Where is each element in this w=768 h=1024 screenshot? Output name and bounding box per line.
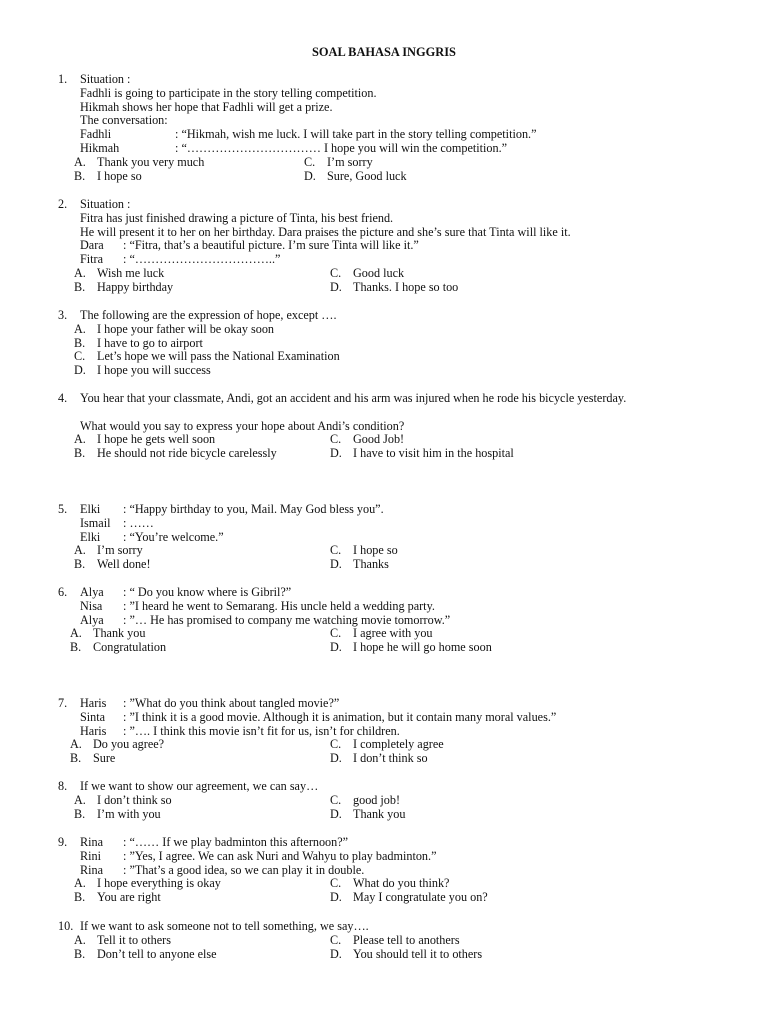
- line-text: “…… If we play badminton this afternoon?”: [129, 835, 349, 849]
- option-d[interactable]: [330, 752, 428, 766]
- option-text: What do you think?: [353, 876, 450, 891]
- option-text: I hope he gets well soon: [97, 432, 216, 447]
- option-d[interactable]: [330, 641, 492, 655]
- option-text: Thanks: [353, 557, 389, 572]
- option-text: I don’t think so: [97, 792, 172, 807]
- option-text: I’m sorry: [97, 543, 143, 558]
- option-text: You should tell it to others: [353, 946, 483, 961]
- speaker-name: Rina: [80, 835, 104, 849]
- line-text: ”I think it is a good movie. Although it is animation, but it contain many moral values.”: [129, 709, 557, 724]
- speaker-name: Dara: [80, 238, 104, 253]
- speaker-separator: :: [123, 585, 127, 599]
- option-c[interactable]: [330, 267, 404, 281]
- option-b[interactable]: [74, 447, 277, 461]
- speaker-separator: :: [123, 238, 127, 253]
- line-text: “Happy birthday to you, Mail. May God bless you”.: [129, 502, 384, 516]
- option-letter: D.: [330, 751, 342, 766]
- option-letter: C.: [330, 626, 342, 641]
- option-b[interactable]: [74, 337, 203, 351]
- dialogue-line: [80, 503, 718, 517]
- line-text: Fadhli is going to participate in the story telling competition.: [80, 85, 377, 100]
- option-text: Let’s hope we will pass the National Examination: [97, 349, 340, 364]
- question-10: [58, 920, 718, 961]
- option-letter: B.: [74, 446, 86, 461]
- dialogue-line: [80, 239, 718, 253]
- dialogue-line: [80, 600, 718, 614]
- option-a[interactable]: [70, 738, 164, 752]
- option-letter: D.: [330, 279, 342, 294]
- option-d[interactable]: [330, 558, 389, 572]
- line-text: ”I heard he went to Semarang. His uncle held a wedding party.: [129, 598, 435, 613]
- option-c[interactable]: [330, 627, 433, 641]
- option-letter: A.: [70, 737, 82, 752]
- option-letter: D.: [74, 363, 86, 378]
- dialogue-line: [80, 725, 718, 739]
- question-body: [80, 836, 718, 877]
- option-letter: A.: [74, 321, 86, 336]
- question-2: [58, 198, 718, 295]
- question-text: [80, 780, 718, 794]
- option-b[interactable]: [74, 948, 217, 962]
- speaker-separator: :: [123, 502, 127, 516]
- option-c[interactable]: [330, 738, 444, 752]
- option-c[interactable]: [74, 350, 340, 364]
- option-text: good job!: [353, 792, 401, 807]
- option-d[interactable]: [74, 364, 211, 378]
- speaker-separator: :: [123, 529, 127, 544]
- option-letter: C.: [330, 876, 342, 891]
- line-text: “Hikmah, wish me luck. I will take part in the story telling competition.”: [181, 127, 537, 142]
- option-text: Well done!: [97, 557, 151, 572]
- option-text: I completely agree: [353, 737, 444, 752]
- speaker-separator: :: [123, 709, 127, 724]
- option-letter: D.: [330, 640, 342, 655]
- question-body: [80, 198, 718, 267]
- option-text: I have to go to airport: [97, 335, 203, 350]
- option-text: Please tell to anothers: [353, 932, 460, 947]
- option-a[interactable]: [74, 323, 274, 337]
- option-c[interactable]: [330, 433, 404, 447]
- question-body: [80, 697, 718, 738]
- line-text: ……: [129, 515, 154, 530]
- option-text: He should not ride bicycle carelessly: [97, 446, 277, 461]
- question-text: [80, 114, 718, 128]
- option-letter: B.: [74, 168, 86, 183]
- line-text: What would you say to express your hope about Andi’s condition?: [80, 418, 405, 433]
- answer-options: [74, 544, 718, 572]
- question-number: 8.: [58, 779, 68, 793]
- speaker-name: Elki: [80, 529, 101, 544]
- option-letter: C.: [330, 792, 342, 807]
- question-number: 1.: [58, 72, 68, 86]
- option-text: Thank you very much: [97, 154, 205, 169]
- question-text: [80, 392, 650, 420]
- speaker-name: Hikmah: [80, 140, 120, 155]
- dialogue-line: [80, 614, 718, 628]
- question-3: [58, 309, 718, 378]
- option-b[interactable]: [74, 170, 142, 184]
- option-letter: D.: [330, 890, 342, 905]
- option-letter: D.: [330, 446, 342, 461]
- option-text: Happy birthday: [97, 279, 174, 294]
- line-text: “Fitra, that’s a beautiful picture. I’m sure Tinta will like it.”: [129, 238, 419, 253]
- option-letter: A.: [74, 154, 86, 169]
- option-d[interactable]: [330, 891, 488, 905]
- line-text: ”That’s a good idea, so we can play it in double.: [129, 862, 365, 877]
- question-number: 3.: [58, 308, 68, 322]
- question-text: [80, 920, 718, 934]
- answer-options: [70, 626, 718, 655]
- option-text: Thanks. I hope so too: [353, 279, 459, 294]
- question-number: 4.: [58, 391, 68, 405]
- speaker-name: Rina: [80, 862, 104, 877]
- option-letter: B.: [70, 640, 82, 655]
- question-text: [80, 212, 718, 226]
- dialogue-line: [80, 864, 718, 878]
- question-body: [80, 586, 718, 627]
- option-letter: C.: [330, 737, 342, 752]
- option-a[interactable]: [74, 156, 204, 170]
- option-text: I hope so: [97, 168, 142, 183]
- question-number: 7.: [58, 696, 68, 710]
- option-text: Thank you: [93, 626, 146, 641]
- option-letter: D.: [330, 557, 342, 572]
- option-text: I’m sorry: [327, 154, 373, 169]
- option-b[interactable]: [70, 752, 115, 766]
- question-body: [80, 920, 718, 934]
- speaker-name: Alya: [80, 585, 104, 599]
- option-text: Sure, Good luck: [327, 168, 407, 183]
- question-number: 10.: [58, 919, 74, 933]
- option-b[interactable]: [74, 808, 161, 822]
- option-letter: B.: [74, 557, 86, 572]
- option-letter: B.: [74, 806, 86, 821]
- option-text: Thank you: [353, 806, 406, 821]
- option-text: I hope so: [353, 543, 398, 558]
- question-number: 6.: [58, 585, 68, 599]
- option-text: I don’t think so: [353, 751, 428, 766]
- answer-options: [74, 934, 718, 962]
- line-text: If we want to ask someone not to tell something, we say….: [80, 919, 369, 933]
- dialogue-line: [80, 836, 718, 850]
- speaker-separator: :: [123, 723, 127, 738]
- line-text: “You’re welcome.”: [129, 529, 224, 544]
- question-5: [58, 503, 718, 572]
- question-number: 2.: [58, 197, 68, 211]
- option-c[interactable]: [330, 794, 400, 808]
- question-8: [58, 780, 718, 821]
- option-text: May I congratulate you on?: [353, 890, 488, 905]
- speaker-separator: :: [175, 140, 179, 155]
- option-text: You are right: [97, 890, 161, 905]
- answer-options: [74, 267, 718, 295]
- question-number: 9.: [58, 835, 68, 849]
- line-text: Hikmah shows her hope that Fadhli will get a prize.: [80, 99, 333, 114]
- option-letter: A.: [74, 792, 86, 807]
- option-b[interactable]: [74, 558, 151, 572]
- question-text: [80, 87, 718, 101]
- option-letter: B.: [74, 279, 86, 294]
- speaker-separator: :: [123, 515, 127, 530]
- option-text: Good Job!: [353, 432, 405, 447]
- speaker-separator: :: [123, 848, 127, 863]
- option-letter: D.: [330, 946, 342, 961]
- option-letter: C.: [74, 349, 86, 364]
- question-body: [80, 392, 718, 433]
- question-7: [58, 697, 718, 766]
- answer-options: [70, 737, 718, 766]
- speaker-separator: :: [123, 252, 127, 267]
- option-letter: C.: [330, 932, 342, 947]
- speaker-name: Elki: [80, 502, 101, 516]
- dialogue-line: [80, 517, 718, 531]
- question-text: [80, 198, 718, 212]
- speaker-separator: :: [123, 598, 127, 613]
- line-text: “……………………………..”: [129, 252, 281, 267]
- line-text: If we want to show our agreement, we can say…: [80, 779, 319, 793]
- question-number: 5.: [58, 502, 68, 516]
- option-letter: A.: [74, 543, 86, 558]
- line-text: ”Yes, I agree. We can ask Nuri and Wahyu to play badminton.”: [129, 848, 437, 863]
- page-title: SOAL BAHASA INGGRIS: [312, 45, 456, 59]
- option-a[interactable]: [74, 544, 143, 558]
- option-text: I agree with you: [353, 626, 433, 641]
- option-letter: C.: [330, 432, 342, 447]
- option-letter: C.: [304, 154, 316, 169]
- option-text: Don’t tell to anyone else: [97, 946, 217, 961]
- line-text: “ Do you know where is Gibril?”: [129, 585, 292, 599]
- option-b[interactable]: [74, 891, 161, 905]
- option-a[interactable]: [70, 627, 145, 641]
- line-text: ”…. I think this movie isn’t fit for us, isn’t for children.: [129, 723, 400, 738]
- speaker-separator: :: [123, 696, 127, 710]
- option-text: Congratulation: [93, 640, 167, 655]
- question-text: [80, 226, 718, 240]
- option-text: I hope he will go home soon: [353, 640, 492, 655]
- line-text: ”What do you think about tangled movie?”: [129, 696, 340, 710]
- speaker-name: Fitra: [80, 252, 104, 267]
- speaker-name: Rini: [80, 848, 101, 863]
- dialogue-line: [80, 586, 718, 600]
- line-text: The conversation:: [80, 113, 168, 128]
- option-d[interactable]: [330, 447, 514, 461]
- option-text: Sure: [93, 751, 116, 766]
- answer-options: [74, 156, 718, 184]
- option-text: Tell it to others: [97, 932, 171, 947]
- speaker-name: Fadhli: [80, 127, 112, 142]
- option-letter: B.: [74, 890, 86, 905]
- line-text: The following are the expression of hope, except ….: [80, 308, 337, 322]
- line-text: “…………………………… I hope you will win the competition.”: [181, 140, 508, 155]
- speaker-name: Haris: [80, 696, 107, 710]
- answer-options: [74, 877, 718, 905]
- option-d[interactable]: [304, 170, 407, 184]
- option-letter: D.: [330, 806, 342, 821]
- dialogue-line: [80, 531, 718, 545]
- speaker-name: Alya: [80, 612, 104, 627]
- option-letter: A.: [74, 432, 86, 447]
- option-a[interactable]: [74, 877, 221, 891]
- dialogue-line: [80, 697, 718, 711]
- option-text: Do you agree?: [93, 737, 165, 752]
- question-body: [80, 780, 718, 794]
- line-text: Situation :: [80, 197, 131, 211]
- line-text: He will present it to her on her birthday. Dara praises the picture and she’s sure that Tinta will like it.: [80, 224, 571, 239]
- question-1: [58, 73, 718, 183]
- option-text: I hope you will success: [97, 363, 211, 378]
- option-text: I’m with you: [97, 806, 161, 821]
- option-b[interactable]: [74, 281, 173, 295]
- option-letter: A.: [70, 626, 82, 641]
- speaker-separator: :: [123, 862, 127, 877]
- option-letter: C.: [330, 265, 342, 280]
- speaker-name: Sinta: [80, 709, 106, 724]
- option-a[interactable]: [74, 267, 164, 281]
- question-6: [58, 586, 718, 655]
- option-text: Wish me luck: [97, 265, 165, 280]
- question-body: [80, 503, 718, 544]
- option-letter: C.: [330, 543, 342, 558]
- answer-options: [74, 323, 718, 378]
- line-text: Fitra has just finished drawing a picture of Tinta, his best friend.: [80, 210, 394, 225]
- option-c[interactable]: [330, 934, 460, 948]
- question-4: [58, 392, 718, 461]
- option-d[interactable]: [330, 808, 405, 822]
- dialogue-line: [80, 142, 718, 156]
- option-letter: B.: [74, 946, 86, 961]
- answer-options: [74, 794, 718, 822]
- option-text: I hope your father will be okay soon: [97, 321, 275, 336]
- dialogue-line: [80, 128, 718, 142]
- option-text: I have to visit him in the hospital: [353, 446, 514, 461]
- option-letter: B.: [70, 751, 82, 766]
- line-text: You hear that your classmate, Andi, got an accident and his arm was injured when he rode his bicycle yesterday.: [80, 391, 627, 405]
- option-text: I hope everything is okay: [97, 876, 221, 891]
- speaker-name: Nisa: [80, 598, 103, 613]
- question-body: [80, 73, 718, 156]
- option-c[interactable]: [330, 877, 449, 891]
- option-d[interactable]: [330, 281, 458, 295]
- answer-options: [74, 433, 718, 461]
- option-a[interactable]: [74, 433, 215, 447]
- dialogue-line: [80, 253, 718, 267]
- option-letter: B.: [74, 335, 86, 350]
- option-letter: D.: [304, 168, 316, 183]
- option-letter: A.: [74, 932, 86, 947]
- option-letter: A.: [74, 265, 86, 280]
- option-a[interactable]: [74, 794, 172, 808]
- question-text: [80, 309, 718, 323]
- option-text: Good luck: [353, 265, 405, 280]
- option-c[interactable]: [330, 544, 398, 558]
- line-text: Situation :: [80, 72, 131, 86]
- line-text: ”… He has promised to company me watching movie tomorrow.”: [129, 612, 451, 627]
- speaker-name: Ismail: [80, 515, 111, 530]
- speaker-name: Haris: [80, 723, 107, 738]
- question-body: [80, 309, 718, 323]
- question-text: [80, 420, 718, 434]
- option-letter: A.: [74, 876, 86, 891]
- speaker-separator: :: [175, 127, 179, 142]
- option-d[interactable]: [330, 948, 482, 962]
- question-9: [58, 836, 718, 905]
- question-text: [80, 101, 718, 115]
- option-b[interactable]: [70, 641, 166, 655]
- speaker-separator: :: [123, 835, 127, 849]
- dialogue-line: [80, 711, 718, 725]
- option-c[interactable]: [304, 156, 373, 170]
- question-text: [80, 73, 718, 87]
- dialogue-line: [80, 850, 718, 864]
- option-a[interactable]: [74, 934, 171, 948]
- speaker-separator: :: [123, 612, 127, 627]
